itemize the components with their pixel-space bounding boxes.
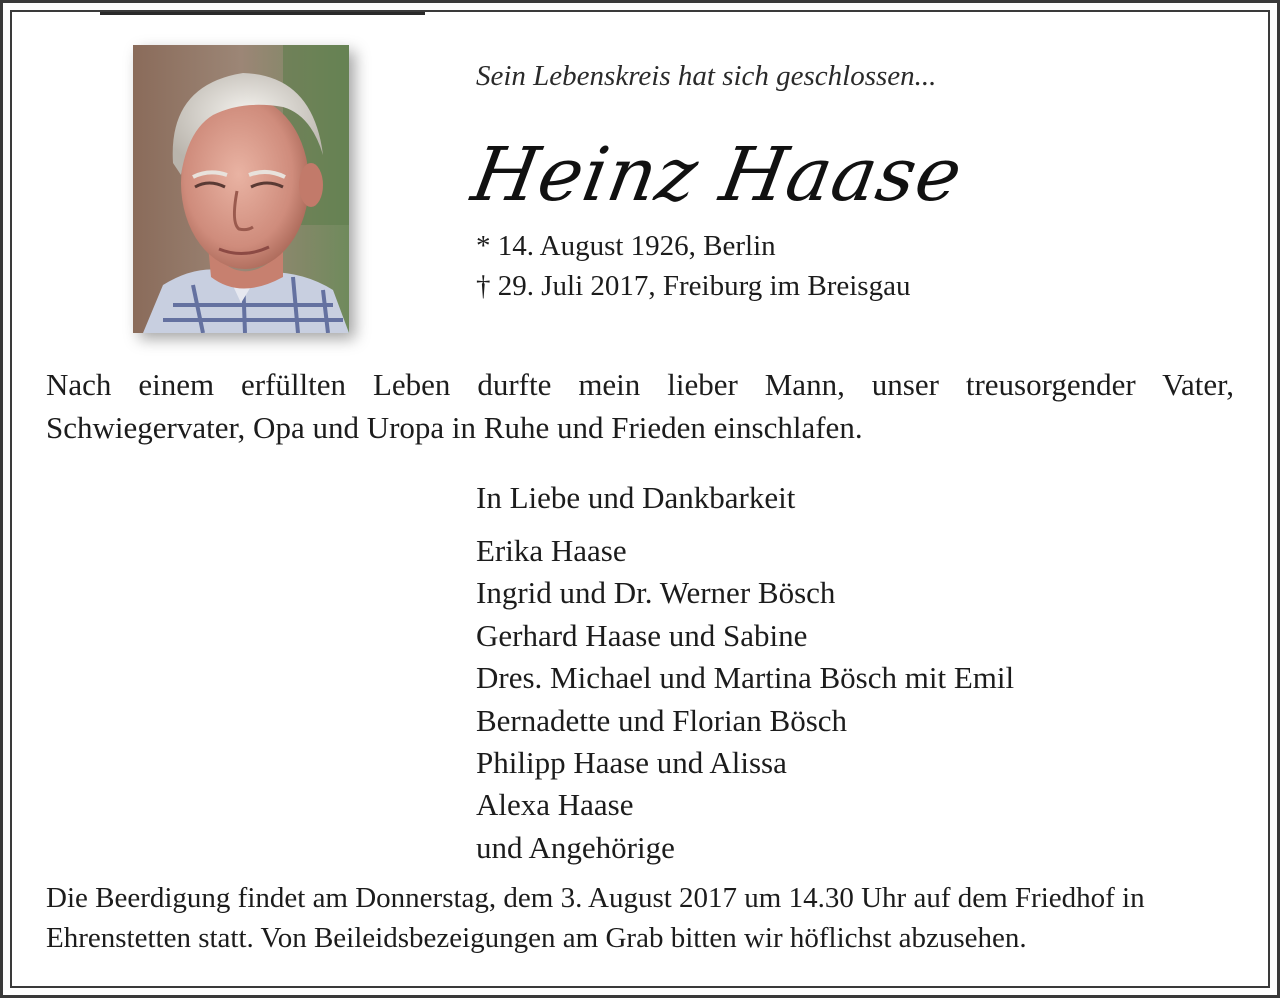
death-line: † 29. Juli 2017, Freiburg im Breisgau xyxy=(476,270,911,302)
mourner-line: und Angehörige xyxy=(476,829,675,865)
life-dates xyxy=(476,226,910,306)
deceased-name: Heinz Haase xyxy=(466,132,969,218)
mourner-line: Gerhard Haase und Sabine xyxy=(476,617,808,653)
mourners-list xyxy=(476,530,1014,869)
mourner-line: Erika Haase xyxy=(476,533,627,568)
top-rule xyxy=(100,12,425,15)
mourner-line: Bernadette und Florian Bösch xyxy=(476,702,848,738)
mourner-line: Philipp Haase und Alissa xyxy=(476,744,787,780)
mourner-line: Dres. Michael und Martina Bösch mit Emil xyxy=(476,660,1015,696)
gratitude-line: In Liebe und Dankbarkeit xyxy=(476,480,796,515)
mourner-line: Ingrid und Dr. Werner Bösch xyxy=(476,575,836,611)
birth-line: * 14. August 1926, Berlin xyxy=(476,230,776,262)
motto-line: Sein Lebenskreis hat sich geschlossen... xyxy=(476,60,937,92)
intro-paragraph: Nach einem erfüllten Leben durfte mein lieber Mann, unser treusorgender Vater, Schwiegervater, Opa und Uropa in Ruhe und Frieden einschlafen. xyxy=(46,367,1234,445)
portrait-photo xyxy=(133,45,349,333)
mourner-line: Alexa Haase xyxy=(476,787,634,823)
funeral-paragraph: Die Beerdigung findet am Donnerstag, dem 3. August 2017 um 14.30 Uhr auf dem Friedhof in Ehrenstetten statt. Von Beileidsbezeigungen am Grab bitten wir höflichst abzusehen. xyxy=(46,882,1145,954)
